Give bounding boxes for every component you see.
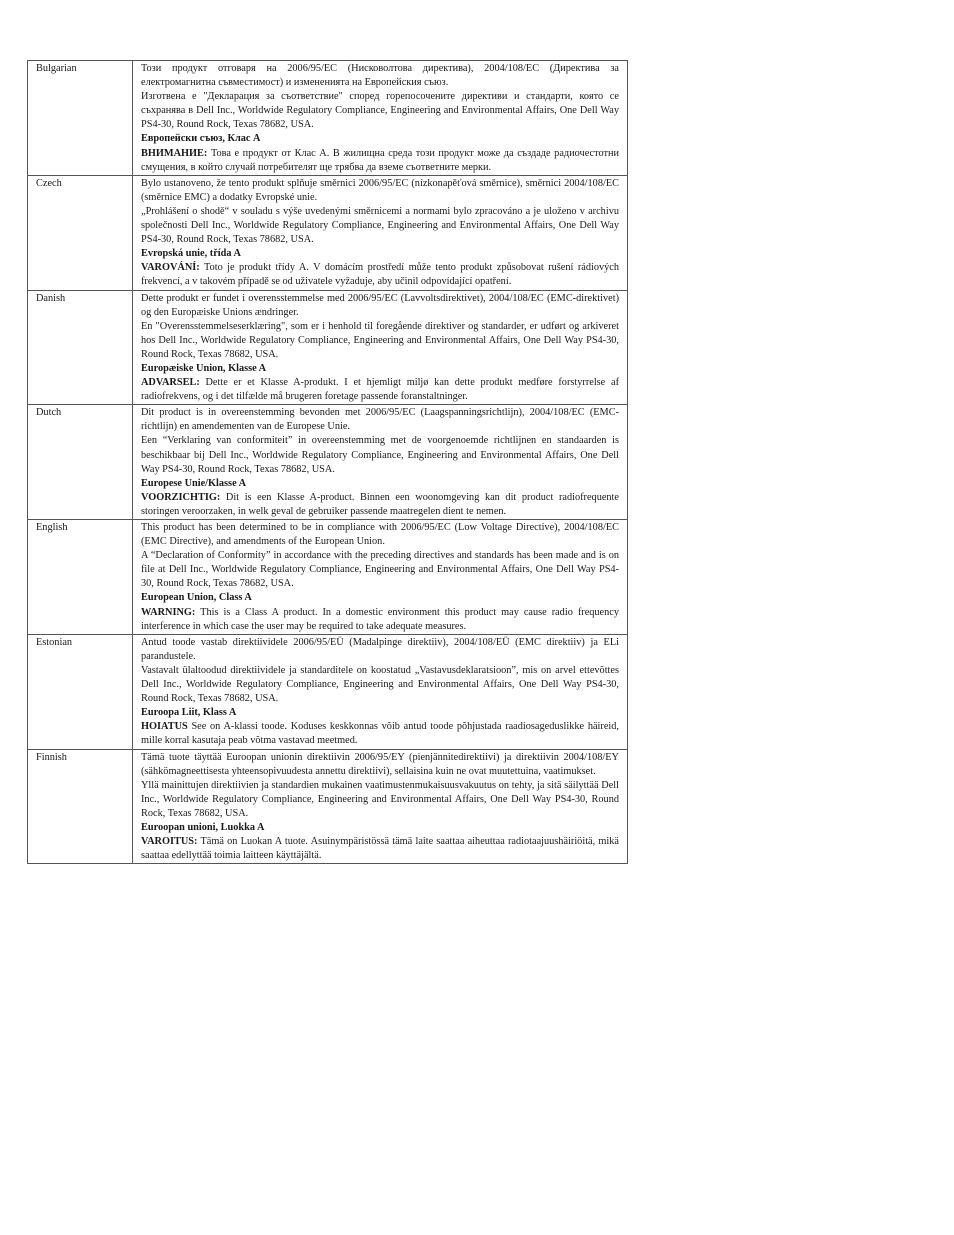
warning-label: ВНИМАНИЕ: (141, 147, 208, 159)
warning-label: VOORZICHTIG: (141, 491, 221, 503)
warning-paragraph (141, 835, 619, 863)
compliance-statement: Bylo ustanoveno, že tento produkt splňuje směrnici 2006/95/EC (nízkonapěťová směrnice), směrnici 2004/108/EC (směrnice EMC) a dodatky Evropské unie. (141, 177, 619, 203)
language-cell: Finnish (28, 749, 133, 864)
statement-cell (133, 290, 628, 405)
declaration-text: En "Overensstemmelseserklæring", som er i henhold til foregående direktiver og standarder, er udført og arkiveret hos Dell Inc., Worldwide Regulatory Compliance, Engineering and Environmental Affairs, One Dell Way PS4-30, Round Rock, Texas 78682, USA. (141, 320, 619, 360)
language-cell: English (28, 520, 133, 635)
compliance-statement: This product has been determined to be in compliance with 2006/95/EC (Low Voltage Directive), 2004/108/EC (EMC Directive), and amendments of the European Union. (141, 522, 619, 548)
language-cell: Czech (28, 175, 133, 290)
table-row-danish (28, 290, 628, 405)
compliance-statement: Antud toode vastab direktiividele 2006/95/EÜ (Madalpinge direktiiv), 2004/108/EÜ (EMC direktiiv) ja ELi parandustele. (141, 636, 619, 662)
warning-text: Dette er et Klasse A-produkt. I et hjemligt miljø kan dette produkt medføre forstyrrelse af radiofrekvens, og i det tilfælde må brugeren foretage passende foranstaltninger. (141, 377, 619, 403)
language-cell: Bulgarian (28, 61, 133, 176)
warning-label: ADVARSEL: (141, 377, 200, 389)
warning-text: Tämä on Luokan A tuote. Asuinympäristössä tämä laite saattaa aiheuttaa radiotaajuushäiriöitä, mikä saattaa edellyttää toimia laitteen käyttäjältä. (141, 836, 619, 862)
table-row-finnish (28, 749, 628, 864)
table-row-dutch (28, 405, 628, 520)
warning-text: Това е продукт от Клас A. В жилищна среда този продукт може да създаде радиочестотни смущения, в който случай потребителят ще трябва да вземе съответните мерки. (141, 147, 619, 173)
warning-paragraph (141, 261, 619, 289)
class-heading: Europæiske Union, Klasse A (141, 362, 267, 374)
table-row-bulgarian (28, 61, 628, 176)
class-heading: Evropská unie, třída A (141, 248, 241, 260)
warning-text: This is a Class A product. In a domestic environment this product may cause radio frequency interference in which case the user may be required to take adequate measures. (141, 606, 619, 632)
compliance-statement: Dit product is in overeenstemming bevonden met 2006/95/EC (Laagspanningsrichtlijn), 2004/108/EC (EMC-richtlijn) en amendementen van de Europese Unie. (141, 407, 619, 433)
statement-cell (133, 405, 628, 520)
statement-cell (133, 749, 628, 864)
compliance-statement: Tämä tuote täyttää Euroopan unionin direktiivin 2006/95/EY (pienjännitedirektiivi) ja direktiivin 2004/108/EY (sähkömagneettisesta yhteensopivuudesta annettu direktiivi), sellaisina kuin ne ovat muutettuina, vaatimukset. (141, 751, 619, 777)
declaration-text: „Prohlášení o shodě“ v souladu s výše uvedenými směrnicemi a normami bylo zpracováno a je uloženo v archivu společnosti Dell Inc., Worldwide Regulatory Compliance, Engineering and Environmental Affairs, One Dell Way PS4-30, Round Rock, Texas 78682, USA. (141, 205, 619, 246)
declaration-text: Een “Verklaring van conformiteit” in overeenstemming met de voorgenoemde richtlijnen en standaarden is beschikbaar bij Dell Inc., Worldwide Regulatory Compliance, Engineering and Environmental Affairs, One Dell Way PS4-30, Round Rock, Texas 78682, USA. (141, 435, 619, 475)
language-cell: Dutch (28, 405, 133, 520)
compliance-table-body (28, 61, 628, 864)
class-heading: Европейски съюз, Клас A (141, 133, 261, 145)
warning-text: See on A-klassi toode. Koduses keskkonnas võib antud toode põhjustada raadiosageduslikke häireid, mille korral kasutaja peab võtma vastavad meetmed. (141, 721, 619, 747)
compliance-statement: Този продукт отговаря на 2006/95/EC (Нисковолтова директива), 2004/108/EC (Директива за електромагнитна съвместимост) и измененията на Европейския съюз. (141, 63, 619, 89)
declaration-text: Yllä mainittujen direktiivien ja standardien mukainen vaatimustenmukaisuusvakuutus on tehty, ja sitä säilyttää Dell Inc., Worldwide Regulatory Compliance, Engineering and Environmental Affairs, One Dell Way PS4-30, Round Rock, Texas 78682, USA. (141, 779, 619, 819)
table-row-czech (28, 175, 628, 290)
statement-cell (133, 61, 628, 176)
warning-text: Toto je produkt třídy A. V domácím prostředí může tento produkt způsobovat rušení rádiových frekvencí, a v takovém případě se od uživatele vyžaduje, aby učinil odpovídající opatření. (141, 262, 619, 288)
warning-label: WARNING: (141, 606, 196, 618)
class-heading: Europese Unie/Klasse A (141, 477, 247, 489)
table-row-english (28, 520, 628, 635)
warning-label: VAROITUS: (141, 836, 198, 848)
compliance-statement: Dette produkt er fundet i overensstemmelse med 2006/95/EC (Lavvoltsdirektivet), 2004/108/EC (EMC-direktivet) og den Europæiske Unions ændringer. (141, 292, 619, 318)
language-cell: Danish (28, 290, 133, 405)
table-row-estonian (28, 634, 628, 749)
warning-text: Dit is een Klasse A-product. Binnen een woonomgeving kan dit product radiofrequente storingen veroorzaken, in welk geval de gebruiker passende maatregelen dient te nemen. (141, 491, 619, 517)
warning-paragraph (141, 376, 619, 404)
statement-cell (133, 520, 628, 635)
warning-paragraph (141, 606, 619, 634)
warning-paragraph (141, 491, 619, 519)
warning-label: VAROVÁNÍ: (141, 262, 200, 274)
compliance-table (27, 60, 628, 864)
class-heading: Euroopa Liit, Klass A (141, 707, 237, 719)
declaration-text: Vastavalt ülaltoodud direktiividele ja standarditele on koostatud „Vastavusdeklaratsioon”, mis on arvel ettevõttes Dell Inc., Worldwide Regulatory Compliance, Engineering and Environmental Affairs, One Dell Way PS4-30, Round Rock, Texas 78682, USA. (141, 664, 619, 705)
declaration-text: Изготвена е "Декларация за съответствие" според горепосочените директиви и стандарти, която се съхранява в Dell Inc., Worldwide Regulatory Compliance, Engineering and Environmental Affairs, One Dell Way PS4-30, Round Rock, Texas 78682, USA. (141, 91, 619, 131)
class-heading: Euroopan unioni, Luokka A (141, 821, 265, 833)
class-heading: European Union, Class A (141, 592, 252, 604)
statement-cell (133, 175, 628, 290)
warning-paragraph (141, 147, 619, 175)
declaration-text: A “Declaration of Conformity” in accordance with the preceding directives and standards has been made and is on file at Dell Inc., Worldwide Regulatory Compliance, Engineering and Environmental Affairs, One Dell Way PS4-30, Round Rock, Texas 78682, USA. (141, 550, 619, 590)
statement-cell (133, 634, 628, 749)
warning-paragraph (141, 720, 619, 748)
warning-label: HOIATUS (141, 721, 188, 733)
language-cell: Estonian (28, 634, 133, 749)
